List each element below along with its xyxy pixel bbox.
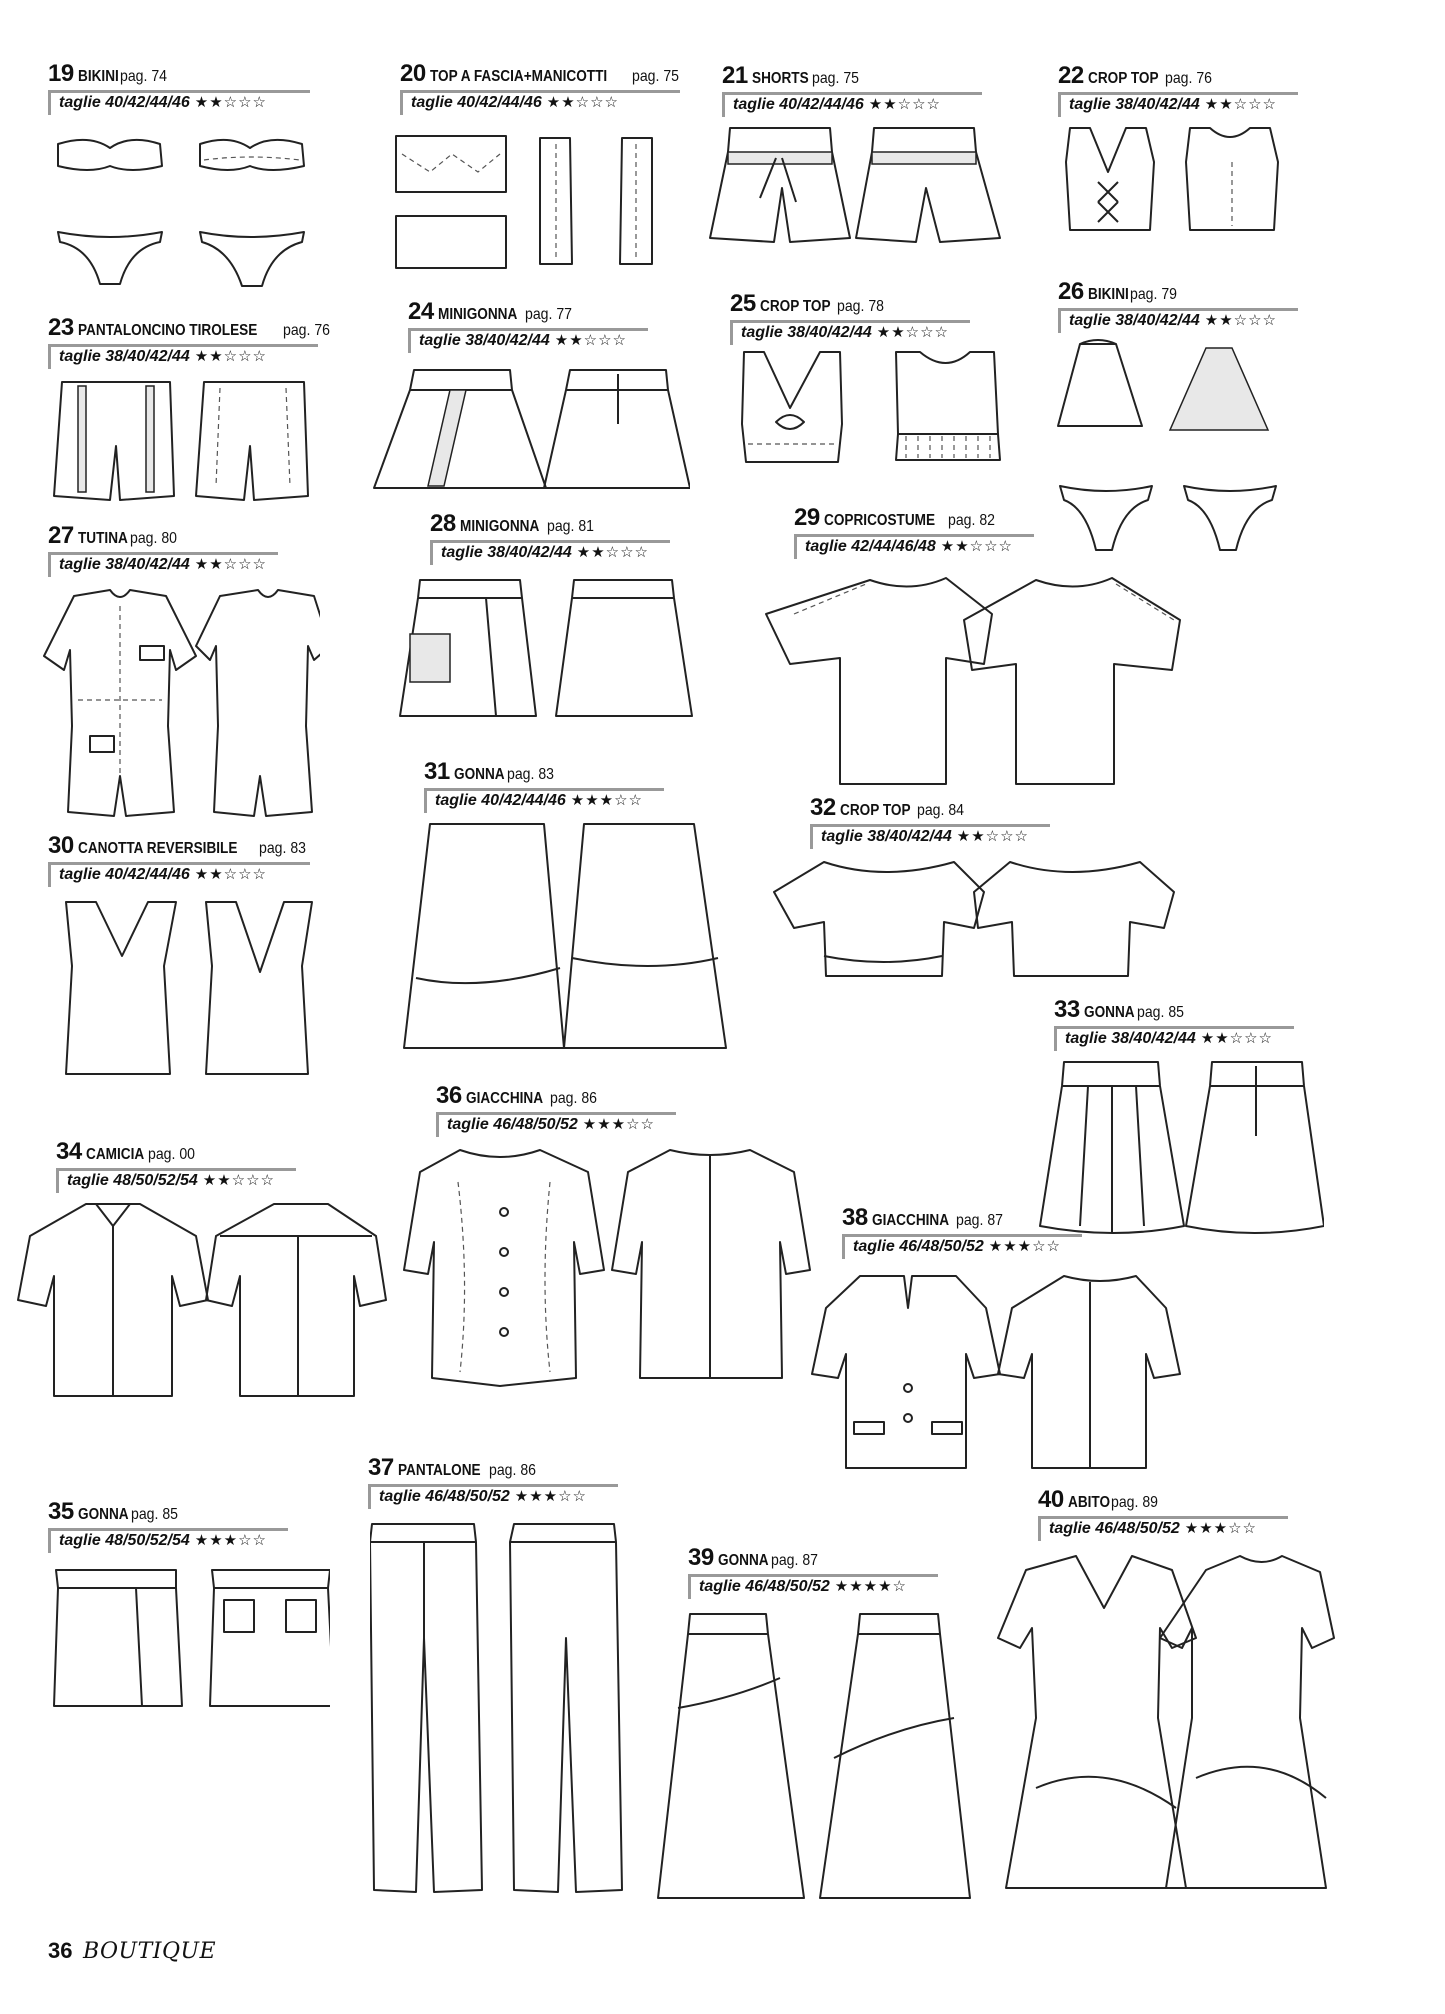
- item-number: 24: [408, 298, 434, 325]
- item-name: CANOTTA REVERSIBILE: [77, 840, 238, 857]
- playsuit-sketch: [30, 586, 320, 826]
- crop-top-25-sketch: [730, 344, 1030, 474]
- item-21: [722, 64, 982, 117]
- item-sizes: taglie 38/40/42/44 ★★☆☆☆: [1058, 92, 1298, 117]
- item-name: MINIGONNA: [459, 518, 540, 535]
- item-sizes: taglie 38/40/42/44 ★★☆☆☆: [730, 320, 970, 345]
- item-name: TUTINA: [77, 530, 128, 547]
- skirt-35-sketch: [50, 1564, 330, 1714]
- difficulty-stars: ★★☆☆☆: [1204, 96, 1278, 113]
- difficulty-stars: ★★★★☆: [834, 1578, 908, 1595]
- item-name: MINIGONNA: [437, 306, 518, 323]
- difficulty-stars: ★★☆☆☆: [554, 332, 628, 349]
- item-name: COPRICOSTUME: [823, 512, 935, 529]
- item-name: GONNA: [453, 766, 505, 783]
- difficulty-stars: ★★☆☆☆: [194, 348, 268, 365]
- item-sizes: taglie 38/40/42/44 ★★☆☆☆: [48, 344, 318, 369]
- item-32: [810, 796, 1050, 849]
- item-page: pag. 78: [836, 298, 884, 315]
- item-page: pag. 83: [507, 766, 555, 783]
- beach-cover-sketch: [760, 574, 1260, 794]
- shirt-sketch: [10, 1196, 410, 1406]
- item-number: 39: [688, 1544, 714, 1571]
- difficulty-stars: ★★☆☆☆: [194, 556, 268, 573]
- tyrolean-shorts-sketch: [50, 376, 310, 506]
- shorts-sketch: [700, 118, 1020, 258]
- difficulty-stars: ★★☆☆☆: [876, 324, 950, 341]
- item-name: PANTALONCINO TIROLESE: [77, 322, 258, 339]
- item-40: [1038, 1488, 1288, 1541]
- item-page: pag. 87: [771, 1552, 819, 1569]
- item-page: pag. 87: [956, 1212, 1004, 1229]
- item-name: BIKINI: [77, 68, 119, 85]
- skirt-33-sketch: [1034, 1056, 1324, 1246]
- item-19: [48, 62, 310, 115]
- item-sizes: taglie 38/40/42/44 ★★☆☆☆: [408, 328, 648, 353]
- item-29: [794, 506, 1034, 559]
- item-name: CROP TOP: [839, 802, 911, 819]
- difficulty-stars: ★★★☆☆: [988, 1238, 1062, 1255]
- item-sizes: taglie 38/40/42/44 ★★☆☆☆: [48, 552, 278, 577]
- difficulty-stars: ★★☆☆☆: [1200, 1030, 1274, 1047]
- item-number: 22: [1058, 62, 1084, 89]
- item-number: 30: [48, 832, 74, 859]
- item-number: 23: [48, 314, 74, 341]
- item-28: [430, 512, 670, 565]
- difficulty-stars: ★★☆☆☆: [576, 544, 650, 561]
- difficulty-stars: ★★☆☆☆: [1204, 312, 1278, 329]
- item-sizes: taglie 46/48/50/52 ★★★☆☆: [436, 1112, 676, 1137]
- item-name: SHORTS: [751, 70, 809, 87]
- item-number: 37: [368, 1454, 394, 1481]
- item-page: pag. 85: [131, 1506, 179, 1523]
- item-34: [56, 1140, 296, 1193]
- item-name: GONNA: [77, 1506, 129, 1523]
- page-number: 36: [48, 1938, 73, 1963]
- item-number: 32: [810, 794, 836, 821]
- item-35: [48, 1500, 288, 1553]
- item-name: PANTALONE: [397, 1462, 481, 1479]
- item-24: [408, 300, 648, 353]
- difficulty-stars: ★★☆☆☆: [194, 866, 268, 883]
- item-23: [48, 314, 330, 369]
- item-37: [368, 1456, 618, 1509]
- difficulty-stars: ★★☆☆☆: [868, 96, 942, 113]
- item-sizes: taglie 42/44/46/48 ★★☆☆☆: [794, 534, 1034, 559]
- item-page: pag. 82: [948, 512, 996, 529]
- item-page: pag. 74: [119, 68, 167, 85]
- item-number: 38: [842, 1204, 868, 1231]
- item-number: 33: [1054, 996, 1080, 1023]
- difficulty-stars: ★★☆☆☆: [194, 94, 268, 111]
- item-name: TOP A FASCIA+MANICOTTI: [429, 68, 607, 85]
- item-number: 40: [1038, 1486, 1064, 1513]
- item-sizes: taglie 38/40/42/44 ★★☆☆☆: [810, 824, 1050, 849]
- difficulty-stars: ★★☆☆☆: [202, 1172, 276, 1189]
- item-name: CROP TOP: [1087, 70, 1159, 87]
- item-name: GIACCHINA: [465, 1090, 543, 1107]
- item-sizes: taglie 40/42/44/46 ★★☆☆☆: [722, 92, 982, 117]
- item-sizes: taglie 38/40/42/44 ★★☆☆☆: [1058, 308, 1298, 333]
- item-sizes: taglie 48/50/52/54 ★★★☆☆: [48, 1528, 288, 1553]
- item-sizes: taglie 38/40/42/44 ★★☆☆☆: [430, 540, 670, 565]
- crop-top-32-sketch: [764, 852, 1204, 1002]
- crop-top-22-sketch: [1050, 122, 1290, 242]
- skirt-39-sketch: [654, 1608, 974, 1908]
- item-number: 19: [48, 60, 74, 87]
- item-name: CAMICIA: [85, 1146, 144, 1163]
- difficulty-stars: ★★★☆☆: [194, 1532, 268, 1549]
- difficulty-stars: ★★☆☆☆: [956, 828, 1030, 845]
- item-sizes: taglie 40/42/44/46 ★★★☆☆: [424, 788, 664, 813]
- difficulty-stars: ★★☆☆☆: [940, 538, 1014, 555]
- item-page: pag. 80: [130, 530, 178, 547]
- bikini-26-sketch: [1056, 336, 1296, 566]
- item-page: pag. 86: [550, 1090, 598, 1107]
- skirt-31-sketch: [400, 818, 730, 1058]
- item-page: pag. 75: [632, 68, 680, 85]
- difficulty-stars: ★★★☆☆: [570, 792, 644, 809]
- item-36: [436, 1084, 676, 1137]
- item-page: pag. 00: [148, 1146, 196, 1163]
- item-33: [1054, 998, 1294, 1051]
- item-page: pag. 83: [259, 840, 307, 857]
- bikini-sketch: [50, 130, 310, 300]
- item-sizes: taglie 38/40/42/44 ★★☆☆☆: [1054, 1026, 1294, 1051]
- difficulty-stars: ★★★☆☆: [514, 1488, 588, 1505]
- item-number: 29: [794, 504, 820, 531]
- jacket-38-sketch: [800, 1268, 1230, 1478]
- item-page: pag. 76: [282, 322, 330, 339]
- item-number: 35: [48, 1498, 74, 1525]
- item-20: [400, 62, 680, 115]
- miniskirt-28-sketch: [396, 574, 706, 724]
- item-sizes: taglie 46/48/50/52 ★★★☆☆: [368, 1484, 618, 1509]
- item-page: pag. 79: [1129, 286, 1177, 303]
- item-sizes: taglie 40/42/44/46 ★★☆☆☆: [48, 862, 310, 887]
- item-page: pag. 77: [525, 306, 573, 323]
- difficulty-stars: ★★★☆☆: [1184, 1520, 1258, 1537]
- item-39: [688, 1546, 938, 1599]
- reversible-tank-sketch: [46, 896, 316, 1086]
- item-sizes: taglie 40/42/44/46 ★★☆☆☆: [48, 90, 310, 115]
- jacket-36-sketch: [400, 1142, 820, 1392]
- item-25: [730, 292, 970, 345]
- difficulty-stars: ★★★☆☆: [582, 1116, 656, 1133]
- item-sizes: taglie 46/48/50/52 ★★★☆☆: [842, 1234, 1082, 1259]
- item-page: pag. 76: [1164, 70, 1212, 87]
- item-number: 21: [722, 62, 748, 89]
- item-number: 27: [48, 522, 74, 549]
- item-name: BIKINI: [1087, 286, 1129, 303]
- item-30: [48, 834, 310, 887]
- difficulty-stars: ★★☆☆☆: [546, 94, 620, 111]
- item-number: 26: [1058, 278, 1084, 305]
- item-name: GONNA: [717, 1552, 769, 1569]
- item-name: ABITO: [1067, 1494, 1110, 1511]
- item-sizes: taglie 40/42/44/46 ★★☆☆☆: [400, 90, 680, 115]
- item-page: pag. 89: [1111, 1494, 1159, 1511]
- item-page: pag. 85: [1137, 1004, 1185, 1021]
- bandeau-top-sketch: [390, 124, 690, 284]
- item-sizes: taglie 46/48/50/52 ★★★★☆: [688, 1574, 938, 1599]
- item-27: [48, 524, 278, 577]
- item-name: CROP TOP: [759, 298, 831, 315]
- dress-sketch: [996, 1548, 1336, 1898]
- miniskirt-24-sketch: [370, 364, 690, 494]
- item-sizes: taglie 48/50/52/54 ★★☆☆☆: [56, 1168, 296, 1193]
- item-22: [1058, 64, 1298, 117]
- item-page: pag. 84: [916, 802, 964, 819]
- item-number: 28: [430, 510, 456, 537]
- item-name: GIACCHINA: [871, 1212, 949, 1229]
- item-number: 31: [424, 758, 450, 785]
- item-page: pag. 75: [812, 70, 860, 87]
- item-31: [424, 760, 664, 813]
- item-name: GONNA: [1083, 1004, 1135, 1021]
- item-number: 20: [400, 60, 426, 87]
- item-sizes: taglie 46/48/50/52 ★★★☆☆: [1038, 1516, 1288, 1541]
- item-page: pag. 81: [547, 518, 595, 535]
- page-footer: [48, 1938, 216, 1964]
- item-number: 25: [730, 290, 756, 317]
- item-number: 34: [56, 1138, 82, 1165]
- magazine-logo: BOUTIQUE: [82, 1939, 217, 1964]
- item-number: 36: [436, 1082, 462, 1109]
- trousers-sketch: [370, 1518, 630, 1898]
- item-26: [1058, 280, 1298, 333]
- item-page: pag. 86: [488, 1462, 536, 1479]
